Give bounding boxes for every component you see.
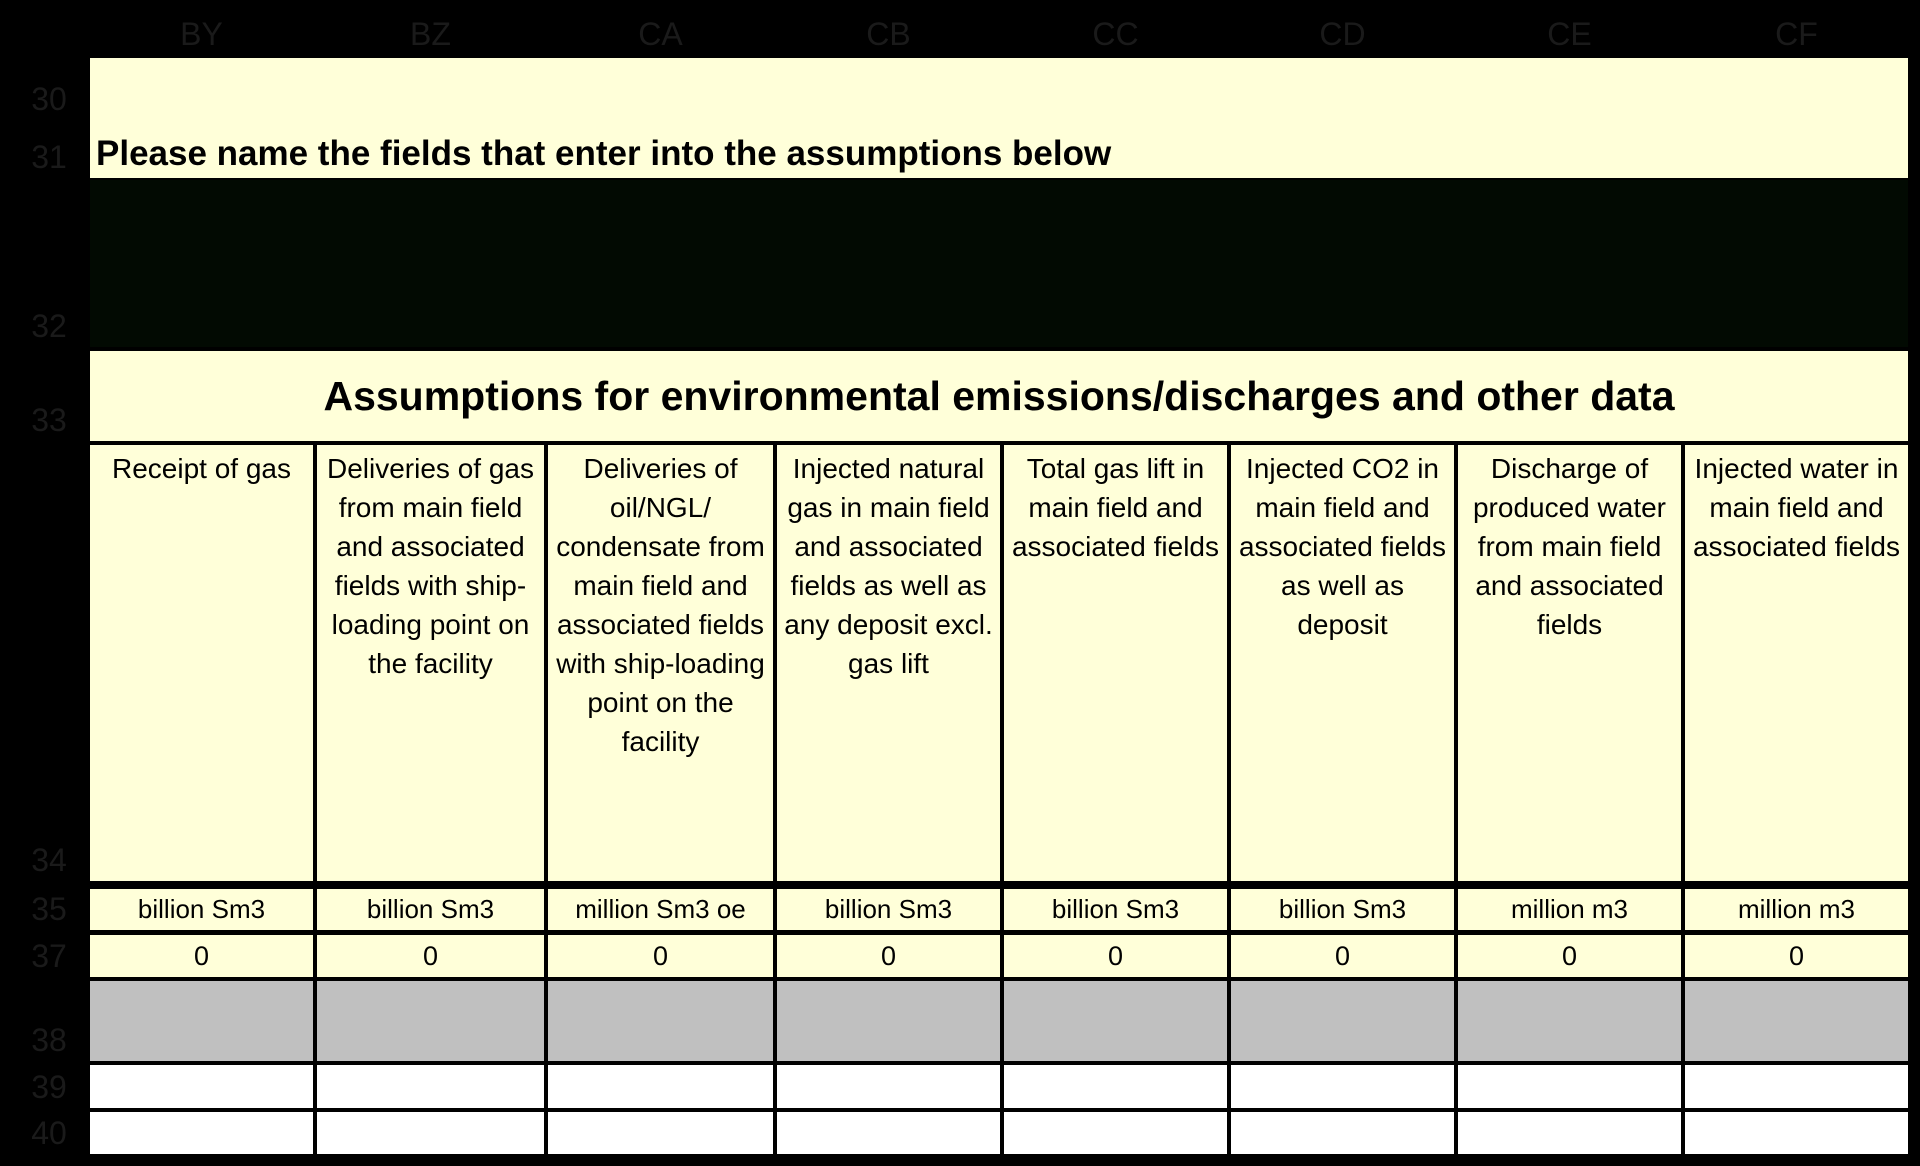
header-injected-water[interactable]: Injected water in main field and associated fields [1685, 445, 1908, 881]
column-header-cf[interactable]: CF [1775, 15, 1818, 52]
empty-cell[interactable] [90, 1065, 313, 1108]
unit-cell[interactable]: billion Sm3 [777, 889, 1000, 930]
empty-cell[interactable] [1004, 1112, 1227, 1154]
value-cell[interactable]: 0 [548, 935, 773, 977]
value-cell[interactable]: 0 [1004, 935, 1227, 977]
header-total-gas-lift[interactable]: Total gas lift in main field and associated fields [1004, 445, 1227, 881]
gray-cell[interactable] [90, 981, 313, 1061]
header-produced-water[interactable]: Discharge of produced water from main field and associated fields [1458, 445, 1681, 881]
header-oil-deliveries[interactable]: Deliveries of oil/NGL/ condensate from main field and associated fields with ship-loading point on the facility [548, 445, 773, 881]
value-cell[interactable]: 0 [317, 935, 544, 977]
value-cell[interactable]: 0 [1685, 935, 1908, 977]
unit-cell[interactable]: billion Sm3 [90, 889, 313, 930]
header-gas-deliveries[interactable]: Deliveries of gas from main field and associated fields with ship-loading point on the facility [317, 445, 544, 881]
column-header-ce[interactable]: CE [1547, 15, 1592, 52]
gray-cell[interactable] [1004, 981, 1227, 1061]
empty-cell[interactable] [777, 1065, 1000, 1108]
column-header-bz[interactable]: BZ [410, 15, 451, 52]
row-header-31[interactable]: 31 [31, 139, 67, 175]
value-cell[interactable]: 0 [777, 935, 1000, 977]
empty-cell[interactable] [1685, 1065, 1908, 1108]
empty-cell[interactable] [1458, 1065, 1681, 1108]
empty-cell[interactable] [1004, 1065, 1227, 1108]
unit-cell[interactable]: billion Sm3 [1231, 889, 1454, 930]
empty-cell[interactable] [1458, 1112, 1681, 1154]
gray-cell[interactable] [317, 981, 544, 1061]
empty-cell[interactable] [90, 1112, 313, 1154]
empty-cell[interactable] [317, 1065, 544, 1108]
value-cell[interactable]: 0 [1458, 935, 1681, 977]
unit-cell[interactable]: billion Sm3 [1004, 889, 1227, 930]
gray-cell[interactable] [548, 981, 773, 1061]
field-names-input-area[interactable] [90, 180, 1908, 347]
unit-cell[interactable]: billion Sm3 [317, 889, 544, 930]
row-header-34[interactable]: 34 [31, 842, 67, 878]
empty-cell[interactable] [317, 1112, 544, 1154]
row-header-35[interactable]: 35 [31, 891, 67, 927]
row-header-32[interactable]: 32 [31, 308, 67, 344]
column-header-cd[interactable]: CD [1319, 15, 1366, 52]
column-header-ca[interactable]: CA [638, 15, 683, 52]
column-header-by[interactable]: BY [180, 15, 223, 52]
gray-cell[interactable] [1685, 981, 1908, 1061]
row-header-33[interactable]: 33 [31, 402, 67, 438]
value-cell[interactable]: 0 [90, 935, 313, 977]
row-header-40[interactable]: 40 [31, 1115, 67, 1151]
value-cell[interactable]: 0 [1231, 935, 1454, 977]
empty-cell[interactable] [1231, 1065, 1454, 1108]
empty-cell[interactable] [548, 1112, 773, 1154]
row-header-39[interactable]: 39 [31, 1069, 67, 1105]
gray-cell[interactable] [1231, 981, 1454, 1061]
unit-cell[interactable]: million Sm3 oe [548, 889, 773, 930]
header-receipt-of-gas[interactable]: Receipt of gas [90, 445, 313, 881]
header-injected-natural-gas[interactable]: Injected natural gas in main field and associated fields as well as any deposit excl. gas lift [777, 445, 1000, 881]
unit-cell[interactable]: million m3 [1458, 889, 1681, 930]
empty-cell[interactable] [548, 1065, 773, 1108]
row-header-37[interactable]: 37 [31, 938, 67, 974]
header-injected-co2[interactable]: Injected CO2 in main field and associated fields as well as deposit [1231, 445, 1454, 881]
column-header-cb[interactable]: CB [866, 15, 911, 52]
row-header-38[interactable]: 38 [31, 1022, 67, 1058]
section-title: Assumptions for environmental emissions/discharges and other data [90, 351, 1908, 441]
row-header-30[interactable]: 30 [31, 81, 67, 117]
fields-prompt-text: Please name the fields that enter into the assumptions below [96, 134, 1112, 173]
empty-cell[interactable] [777, 1112, 1000, 1154]
empty-cell[interactable] [1685, 1112, 1908, 1154]
select-all-corner[interactable] [10, 12, 88, 56]
empty-cell[interactable] [1231, 1112, 1454, 1154]
column-header-cc[interactable]: CC [1092, 15, 1139, 52]
unit-cell[interactable]: million m3 [1685, 889, 1908, 930]
gray-cell[interactable] [1458, 981, 1681, 1061]
gray-cell[interactable] [777, 981, 1000, 1061]
